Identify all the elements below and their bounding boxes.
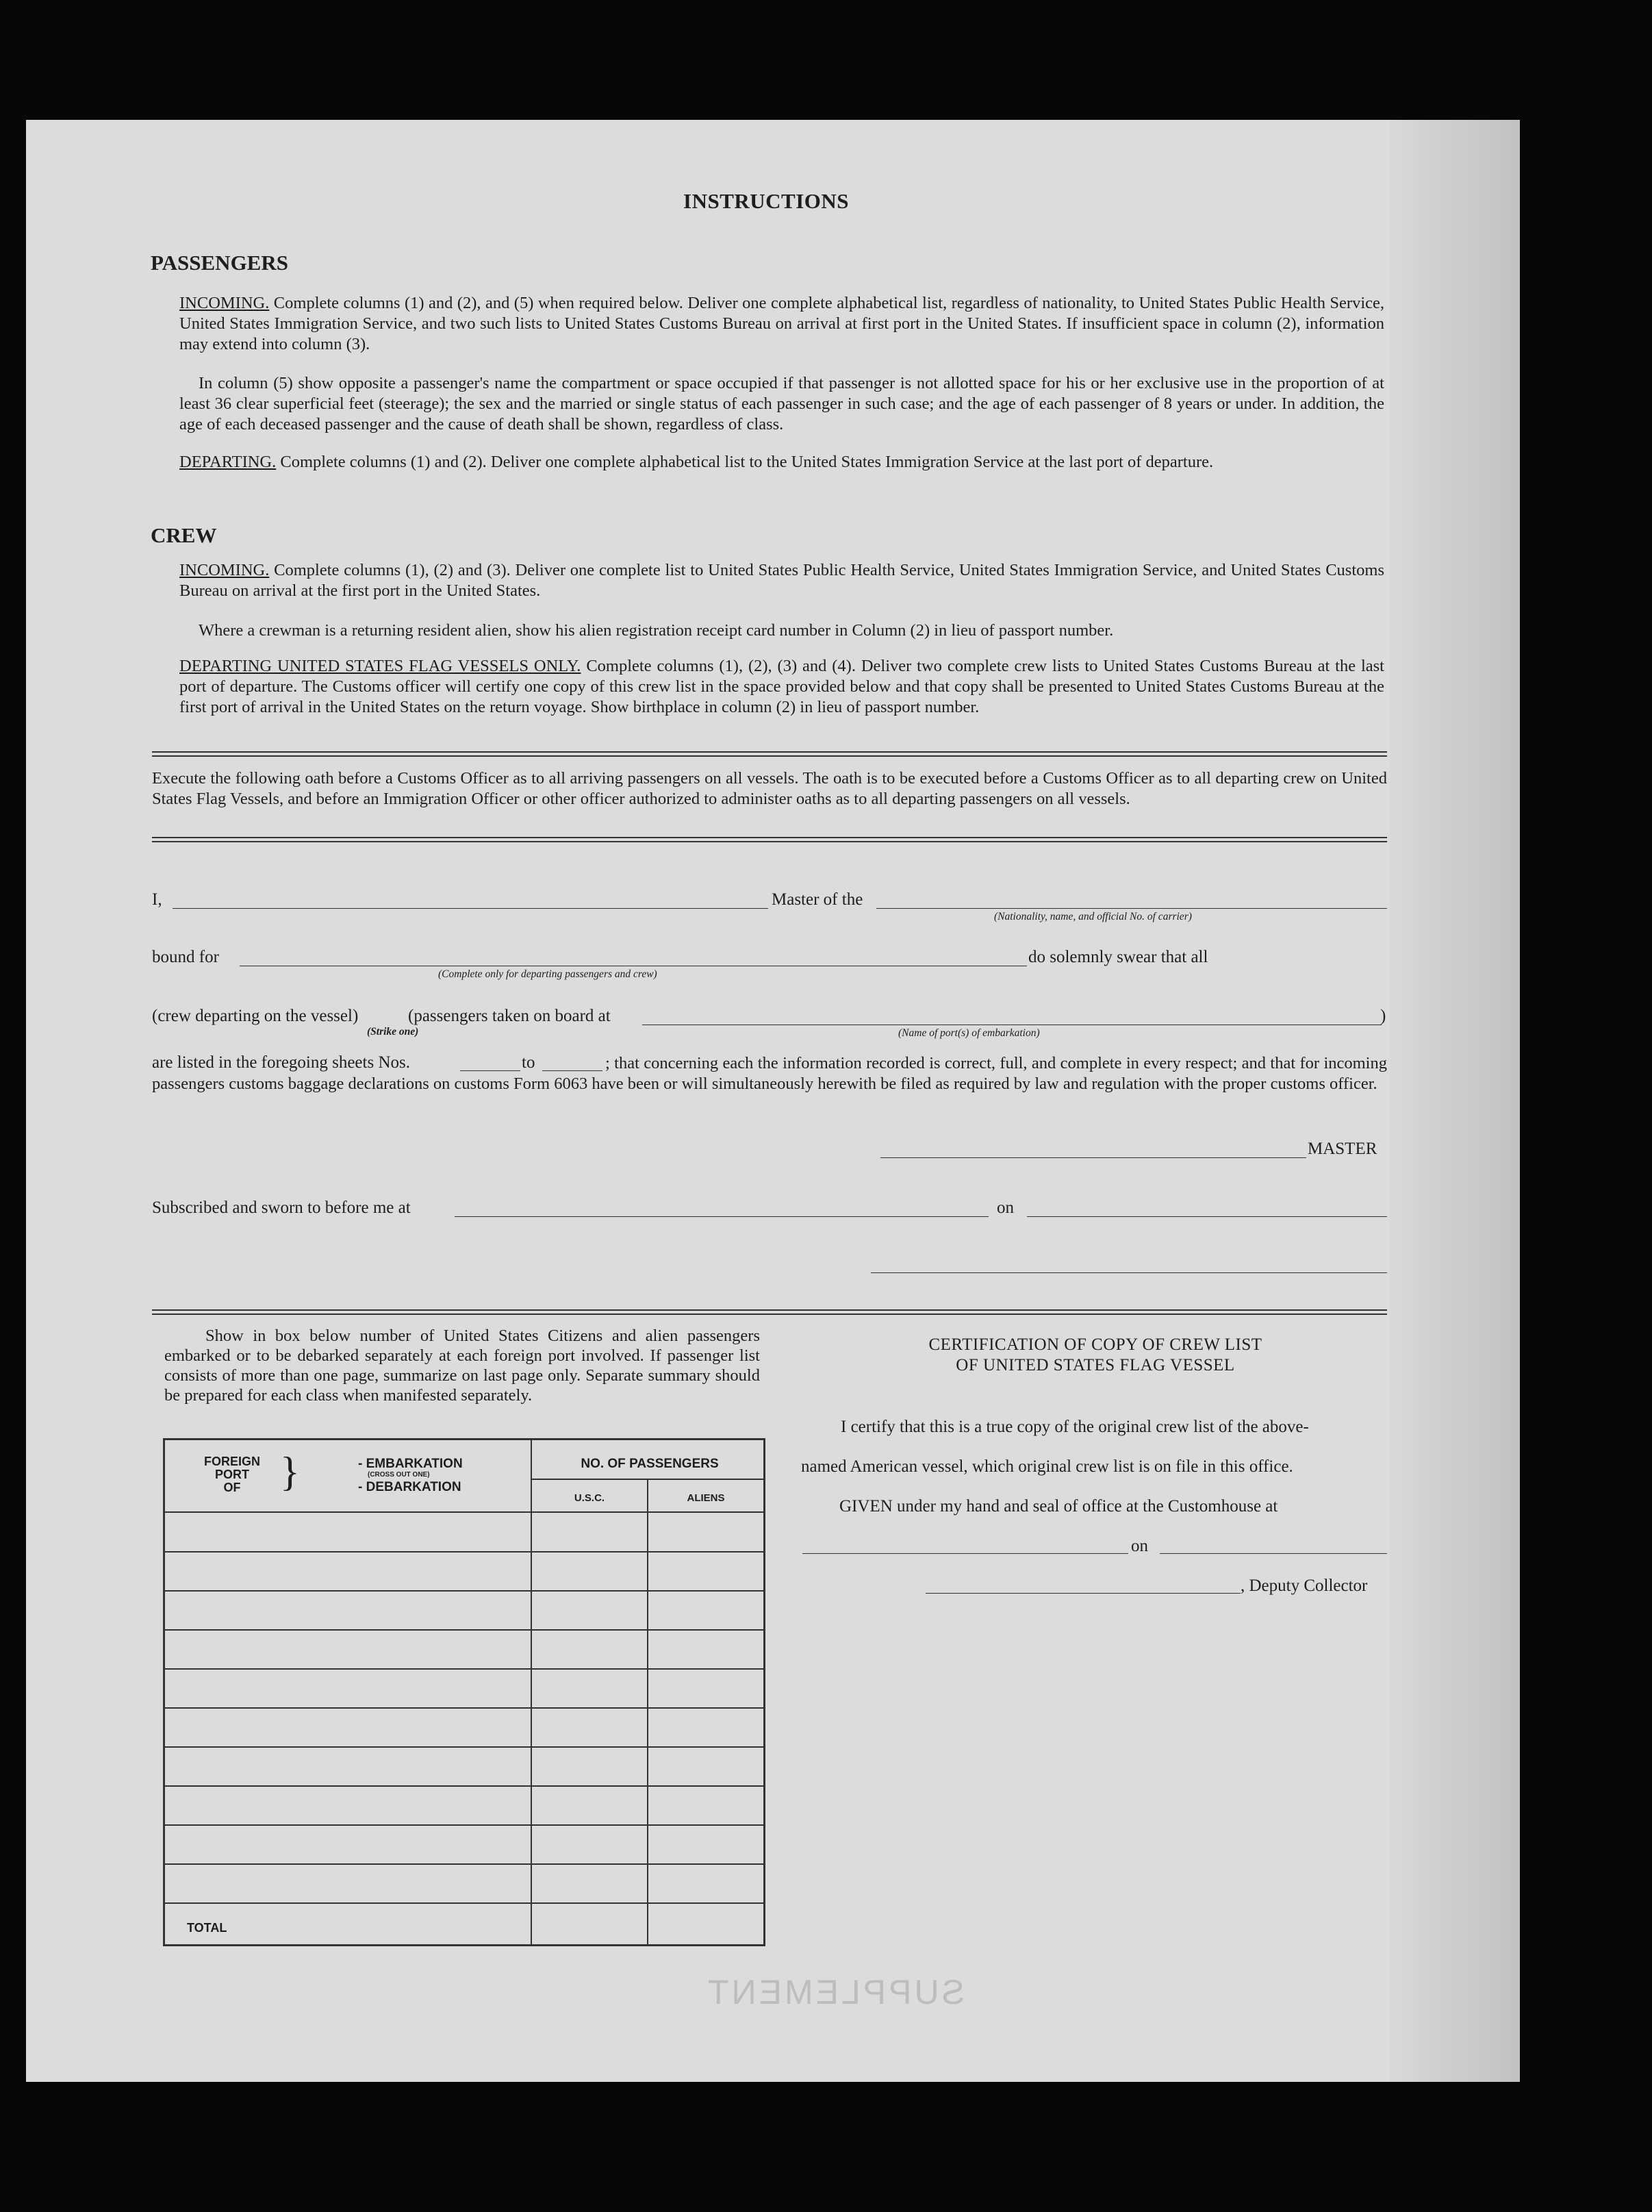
oath-instruction-paragraph: Execute the following oath before a Customs Officer as to all arriving passengers on all vessels. The oath is to be executed before a Customs Officer as to all departing crew on United States Flag Vessels, and before an Immigration Officer or other officer authorized to administer oaths as to all departing passengers on all vessels.	[152, 769, 1387, 808]
strike-one-note: (Strike one)	[367, 1026, 419, 1038]
crew-incoming-text: Complete columns (1), (2) and (3). Deliver one complete list to United States Public Health Service, United States Immigration Service, and United States Customs Bureau on arrival at the first port in the United States.	[179, 561, 1384, 600]
table-row-rule	[165, 1511, 763, 1513]
crew-incoming-paragraph	[179, 560, 1384, 601]
table-row-rule	[165, 1863, 763, 1865]
cross-out-note: (CROSS OUT ONE)	[368, 1471, 430, 1479]
carrier-note: (Nationality, name, and official No. of carrier)	[994, 911, 1192, 922]
passengers-heading: PASSENGERS	[151, 251, 288, 275]
certification-date-field[interactable]	[1160, 1553, 1387, 1554]
certification-line-1: I certify that this is a true copy of the original crew list of the above-	[841, 1418, 1309, 1436]
foreign-port-header-line: FOREIGN	[203, 1455, 260, 1468]
table-col-divider	[647, 1479, 648, 1944]
master-signature-field[interactable]	[880, 1157, 1306, 1158]
section-divider	[152, 837, 1387, 842]
passengers-departing-label: DEPARTING.	[179, 453, 277, 471]
foreign-port-header	[191, 1455, 273, 1494]
officer-signature-field[interactable]	[871, 1272, 1387, 1273]
passengers-column5-paragraph: In column (5) show opposite a passenger's name the compartment or space occupied if that passenger is not allotted space for his or her exclusive use in the proportion of at least 36 clear superficial feet (steerage); the sex and the married or single status of each passenger in such case; and the age of each passenger of 8 years or under. In addition, the age of each deceased passenger and the cause of death shall be shown, regardless of class.	[179, 374, 1384, 433]
listed-label: are listed in the foregoing sheets Nos.	[152, 1053, 410, 1072]
section-divider	[152, 751, 1387, 757]
table-row-rule	[165, 1746, 763, 1748]
listed-to-label: to	[522, 1053, 535, 1072]
table-row-rule	[165, 1902, 763, 1904]
table-row-rule	[165, 1785, 763, 1787]
passengers-taken-option[interactable]: (passengers taken on board at	[408, 1007, 611, 1025]
certification-on-label: on	[1131, 1537, 1148, 1555]
ports-note: (Name of port(s) of embarkation)	[898, 1027, 1040, 1039]
deputy-collector-signature-field[interactable]	[926, 1593, 1241, 1594]
complete-only-note: (Complete only for departing passengers and crew)	[438, 968, 657, 980]
subscribed-place-field[interactable]	[455, 1216, 989, 1217]
master-name-field[interactable]	[173, 908, 768, 909]
passenger-summary-table	[163, 1438, 765, 1946]
customhouse-place-field[interactable]	[802, 1553, 1128, 1554]
crew-heading: CREW	[151, 523, 217, 547]
deputy-collector-label: , Deputy Collector	[1241, 1576, 1368, 1595]
foreign-port-header-line: PORT	[214, 1468, 249, 1481]
usc-header: U.S.C.	[574, 1492, 605, 1504]
page-edge-shadow	[1390, 120, 1520, 2082]
summary-instructions: Show in box below number of United States Citizens and alien passengers embarked or to be debarked separately at each foreign port involved. If passenger list consists of more than one page, summarize on last page only. Separate summary should be prepared for each class when manifested separately.	[164, 1327, 760, 1405]
bound-for-label: bound for	[152, 948, 219, 966]
table-row-rule	[165, 1668, 763, 1670]
certification-line-2: named American vessel, which original crew list is on file in this office.	[801, 1457, 1293, 1476]
crew-departing-label: DEPARTING UNITED STATES FLAG VESSELS ONLY.	[179, 657, 581, 675]
swear-label: do solemnly swear that all	[1028, 948, 1208, 966]
crew-alien-paragraph: Where a crewman is a returning resident alien, show his alien registration receipt card number in Column (2) in lieu of passport number.	[199, 621, 1114, 640]
crew-departing-text: Complete columns (1), (2), (3) and (4). Deliver two complete crew lists to United States Customs Bureau at the last port of departure. The Customs officer will certify one copy of this crew list in the space provided below and that copy shall be presented to United States Customs Bureau at the first port of arrival in the United States on the return voyage. Show birthplace in column (2) in lieu of passport number.	[179, 657, 1384, 716]
foreign-port-header-line: OF	[223, 1481, 241, 1494]
subscribed-date-field[interactable]	[1027, 1216, 1387, 1217]
subscribed-label: Subscribed and sworn to before me at	[152, 1198, 411, 1217]
close-paren: )	[1380, 1007, 1386, 1025]
embarkation-header[interactable]: - EMBARKATION	[358, 1457, 463, 1471]
brace-glyph: }	[280, 1449, 300, 1494]
crew-incoming-label: INCOMING.	[179, 561, 270, 579]
oath-i-label: I,	[152, 890, 162, 909]
certification-title-2: OF UNITED STATES FLAG VESSEL	[956, 1356, 1235, 1374]
aliens-header: ALIENS	[687, 1492, 725, 1504]
crew-departing-paragraph	[179, 656, 1384, 718]
passengers-incoming-label: INCOMING.	[179, 294, 270, 312]
table-row-rule	[165, 1824, 763, 1826]
master-label: MASTER	[1308, 1140, 1377, 1158]
passengers-departing-paragraph	[179, 452, 1384, 473]
no-of-passengers-header: NO. OF PASSENGERS	[581, 1457, 719, 1471]
table-row-rule	[165, 1707, 763, 1709]
table-col-divider	[531, 1440, 532, 1944]
master-of-the-label: Master of the	[772, 890, 863, 909]
table-row-rule	[165, 1551, 763, 1553]
header-subrule	[531, 1479, 763, 1480]
certification-title-1: CERTIFICATION OF COPY OF CREW LIST	[928, 1335, 1262, 1354]
table-row-rule	[165, 1629, 763, 1631]
passengers-incoming-paragraph	[179, 293, 1384, 355]
passengers-departing-text: Complete columns (1) and (2). Deliver one complete alphabetical list to the United States Immigration Service at the last port of departure.	[280, 453, 1214, 471]
debarkation-header[interactable]: - DEBARKATION	[358, 1480, 461, 1494]
page-title: INSTRUCTIONS	[683, 189, 850, 213]
subscribed-on-label: on	[997, 1198, 1014, 1217]
passengers-incoming-text: Complete columns (1) and (2), and (5) when required below. Deliver one complete alphabetical list, regardless of nationality, to United States Public Health Service, United States Immigration Service, and two such lists to United States Customs Bureau on arrival at first port in the United States. If insufficient space in column (2), information may extend into column (3).	[179, 294, 1385, 353]
total-label: TOTAL	[187, 1921, 227, 1935]
faint-supplement-stamp: SUPPLEMENT	[705, 1973, 965, 2011]
table-row-rule	[165, 1590, 763, 1592]
listed-paragraph: ; that concerning each the information recorded is correct, full, and complete in every respect; and that for incoming passengers customs baggage declarations on customs Form 6063 have been or will simultaneously herewith be filed as required by law and regulation with the proper customs officer.	[152, 1054, 1387, 1093]
certification-line-3: GIVEN under my hand and seal of office at the Customhouse at	[839, 1497, 1278, 1516]
carrier-field[interactable]	[876, 908, 1387, 909]
crew-departing-option[interactable]: (crew departing on the vessel)	[152, 1007, 359, 1025]
section-divider	[152, 1309, 1387, 1315]
